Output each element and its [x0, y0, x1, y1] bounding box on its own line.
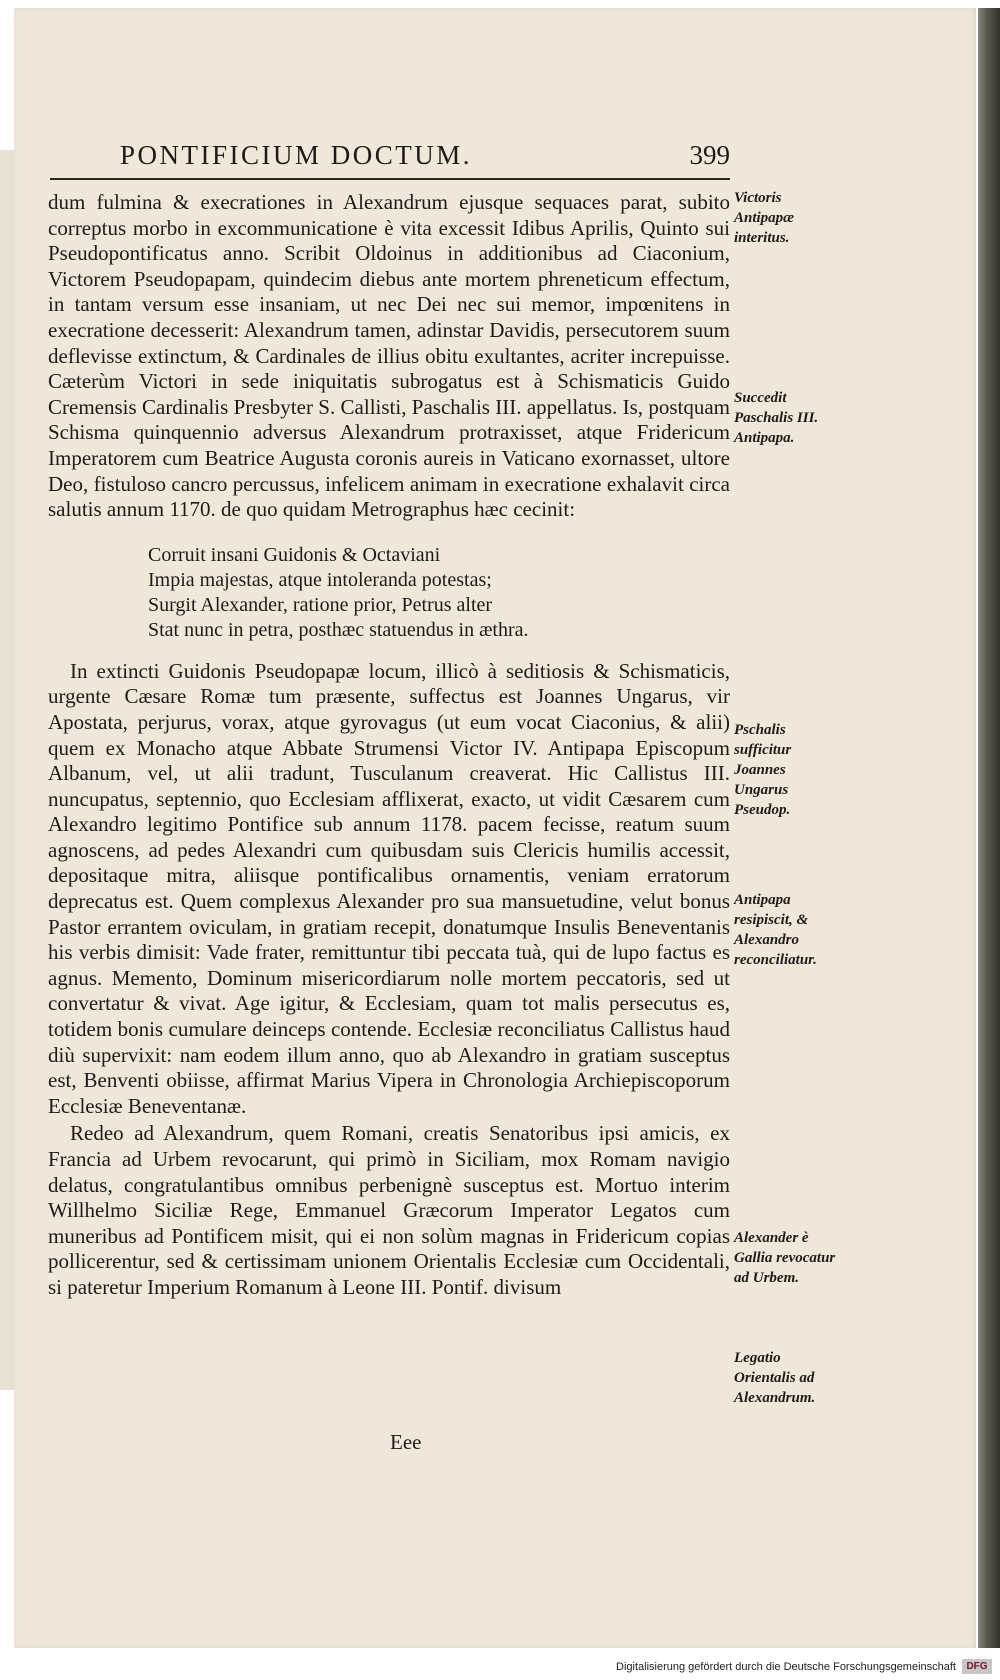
verse-block: [148, 543, 730, 643]
margin-note: Pschalis sufficitur Joannes Ungarus Pseudop.: [734, 722, 792, 818]
paragraph: In extincti Guidonis Pseudopapæ locum, illicò à seditiosis & Schismaticis, urgente Cæsare Romæ tum præsente, suffectus est Joannes Ungarus, vir Apostata, perjurus, vorax, atque gyrovagus (ut eum vocat Ciaconius, & alii) quem ex Monacho atque Abbate Strumensi Victor IV. Antipapa Episcopum Albanum, vel, ut alii tradunt, Tusculanum creaverat. Hic Callistus III. nuncupatus, septennio, quo Ecclesiam afflixerat, exacto, ut vidit Cæsarem cum Alexandro legitimo Pontifice sub annum 1178. pacem fecisse, reatum suum agnoscens, ad pedes Alexandri cum quibusdam suis Clericis humilis accessit, depositaque mitra, aliisque pontificalibus ornamentis, veniam erratorum deprecatus est. Quem complexus Alexander pro sua mansuetudine, velut bonus Pastor errantem oviculam, in gratiam recepit, donatumque Insulis Beneventanis his verbis dimisit: Vade frater, remittuntur tibi peccata tuà, qui de lupo factus es agnus. Memento, Dominum misericordiarum nolle mortem peccatoris, sed ut convertatur & vivat. Age igitur, & Ecclesiam, quam tot malis persecutus es, totidem bonis cumulare deinceps contende. Ecclesiæ reconciliatus Callistus haud diù supervixit: nam eodem illum anno, quo ab Alexandro in gratiam susceptus est, Benventi obiisse, affirmat Marius Vipera in Chronologia Archiepiscoporum Ecclesiæ Beneventanæ.: [48, 658, 730, 1118]
margin-note: Alexander è Gallia revocatur ad Urbem.: [734, 1230, 836, 1286]
verse-line: Corruit insani Guidonis & Octaviani: [148, 543, 441, 566]
dfg-logo-icon: DFG: [962, 1659, 992, 1674]
page-number: 399: [689, 140, 730, 170]
verse-line: Impia majestas, atque intoleranda potestas;: [148, 568, 492, 591]
main-text-block: [48, 190, 730, 1301]
previous-page-edge: [0, 150, 15, 1390]
verse-line: Stat nunc in petra, posthæc statuendus in æthra.: [148, 618, 529, 641]
paragraph: Redeo ad Alexandrum, quem Romani, creatis Senatoribus ipsi amicis, ex Francia ad Urbem revocarunt, qui primò in Siciliam, mox Romam navigio delatus, congratulantibus omnibus perbenignè susceptus est. Mortuo interim Willhelmo Siciliæ Rege, Emmanuel Græcorum Imperator Legatos cum muneribus ad Pontificem misit, qui ei non solùm magnas in Fridericum copias pollicerentur, sed & certissimam unionem Orientalis Ecclesiæ cum Occidentali, si pateretur Imperium Romanum à Leone III. Pontif. divisum: [48, 1121, 730, 1299]
running-title: PONTIFICIUM DOCTUM.: [120, 140, 473, 170]
verse-line: Surgit Alexander, ratione prior, Petrus alter: [148, 593, 493, 616]
signature-mark: Eee: [390, 1430, 422, 1454]
margin-note: Victoris Antipapæ interitus.: [734, 190, 795, 246]
footer-credit: Digitalisierung gefördert durch die Deutsche Forschungsgemeinschaft: [616, 1661, 956, 1673]
margin-note: Succedit Paschalis III. Antipapa.: [734, 390, 819, 446]
header-rule: [50, 178, 730, 180]
margin-note: Legatio Orientalis ad Alexandrum.: [734, 1350, 816, 1406]
paragraph: dum fulmina & execrationes in Alexandrum ejusque sequaces parat, subito correptus morbo in excommunicatione è vita excessit Idibus Aprilis, Quinto sui Pseudopontificatus anno. Scribit Oldoinus in additionibus ad Ciaconium, Victorem Pseudopapam, quindecim diebus ante mortem phreneticum effectum, in tantam versum esse insaniam, ut nec Dei nec sui memor, impœnitens in execratione decesserit: Alexandrum tamen, adinstar Davidis, persecutorem suum deflevisse extinctum, & Cardinales de illius obitu exultantes, acriter increpuisse. Cæterùm Victori in sede iniquitatis subrogatus est à Schismaticis Guido Cremensis Cardinalis Presbyter S. Callisti, Paschalis III. appellatus. Is, postquam Schisma quinquennio adversus Alexandrum protraxisset, atque Fridericum Imperatorem cum Beatrice Augusta coronis aureis in Vaticano exornasset, ultore Deo, fistuloso cancro percussus, infelicem animam in execratione exhalavit circa salutis annum 1170. de quo quidam Metrographus hæc cecinit:: [48, 190, 730, 522]
page-fore-edge: [978, 8, 1000, 1648]
page-header: [120, 140, 730, 171]
margin-note: Antipapa resipiscit, & Alexandro reconciliatur.: [734, 892, 817, 968]
